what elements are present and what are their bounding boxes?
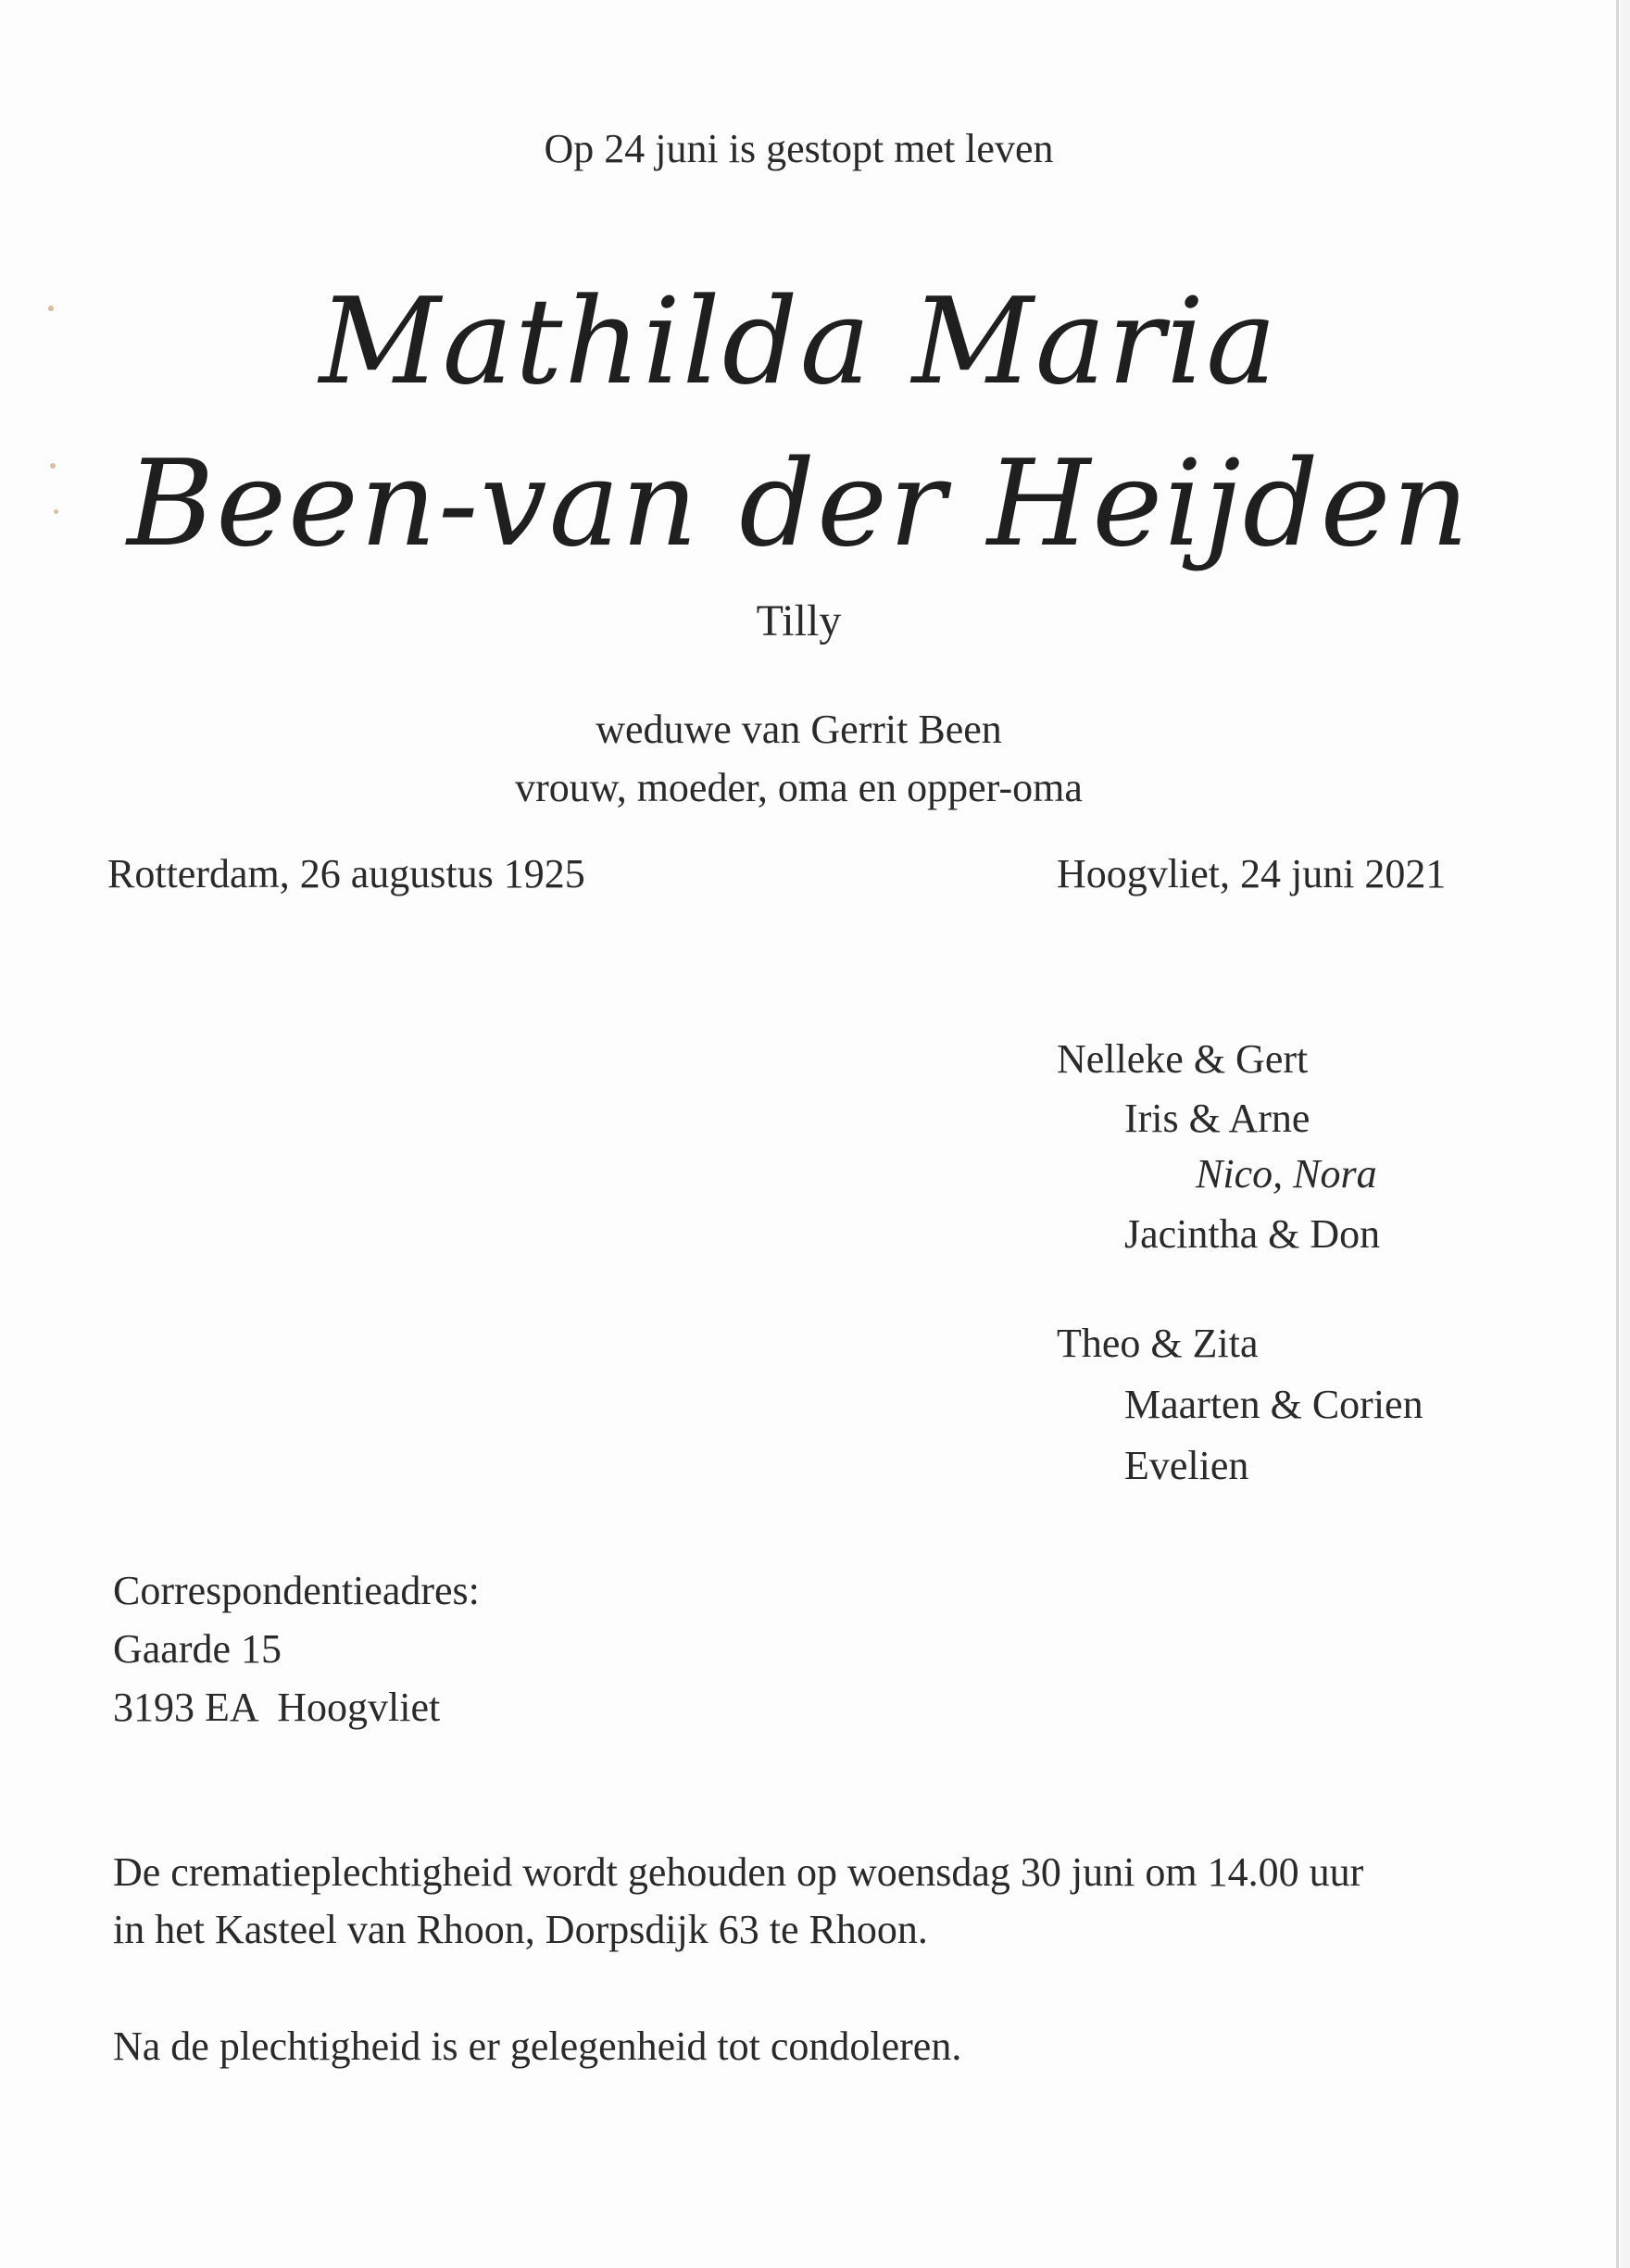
birth-date: Rotterdam, 26 augustus 1925 [107, 851, 585, 896]
family-group1-grandchildren: Nico, Nora [1196, 1151, 1377, 1197]
intro-line: Op 24 juni is gestopt met leven [544, 126, 1054, 171]
scan-edge-line [1616, 0, 1619, 2268]
family-group1-child1: Iris & Arne [1124, 1096, 1310, 1141]
death-date: Hoogvliet, 24 juni 2021 [1057, 851, 1447, 896]
condolence-line: Na de plechtigheid is er gelegenheid tot condoleren. [113, 2024, 962, 2069]
correspondence-street: Gaarde 15 [113, 1626, 282, 1672]
scan-edge [1621, 0, 1630, 2268]
ceremony-line1: De crematieplechtigheid wordt gehouden op woensdag 30 juni om 14.00 uur [113, 1849, 1364, 1895]
first-names: Mathilda Maria [319, 273, 1279, 411]
role-widow: weduwe van Gerrit Been [596, 707, 1002, 752]
family-group1-parents: Nelleke & Gert [1057, 1036, 1309, 1082]
correspondence-city: 3193 EA Hoogvliet [113, 1685, 441, 1730]
surname: Been-van der Heijden [127, 435, 1471, 573]
nickname: Tilly [756, 596, 842, 645]
role-family: vrouw, moeder, oma en opper-oma [515, 765, 1083, 810]
family-group2-parents: Theo & Zita [1057, 1321, 1259, 1366]
family-group2-child1: Maarten & Corien [1124, 1382, 1423, 1427]
correspondence-label: Correspondentieadres: [113, 1568, 480, 1613]
family-group1-child2: Jacintha & Don [1124, 1211, 1381, 1257]
family-group2-child2: Evelien [1124, 1443, 1249, 1488]
ceremony-line2: in het Kasteel van Rhoon, Dorpsdijk 63 te Rhoon. [113, 1907, 928, 1952]
